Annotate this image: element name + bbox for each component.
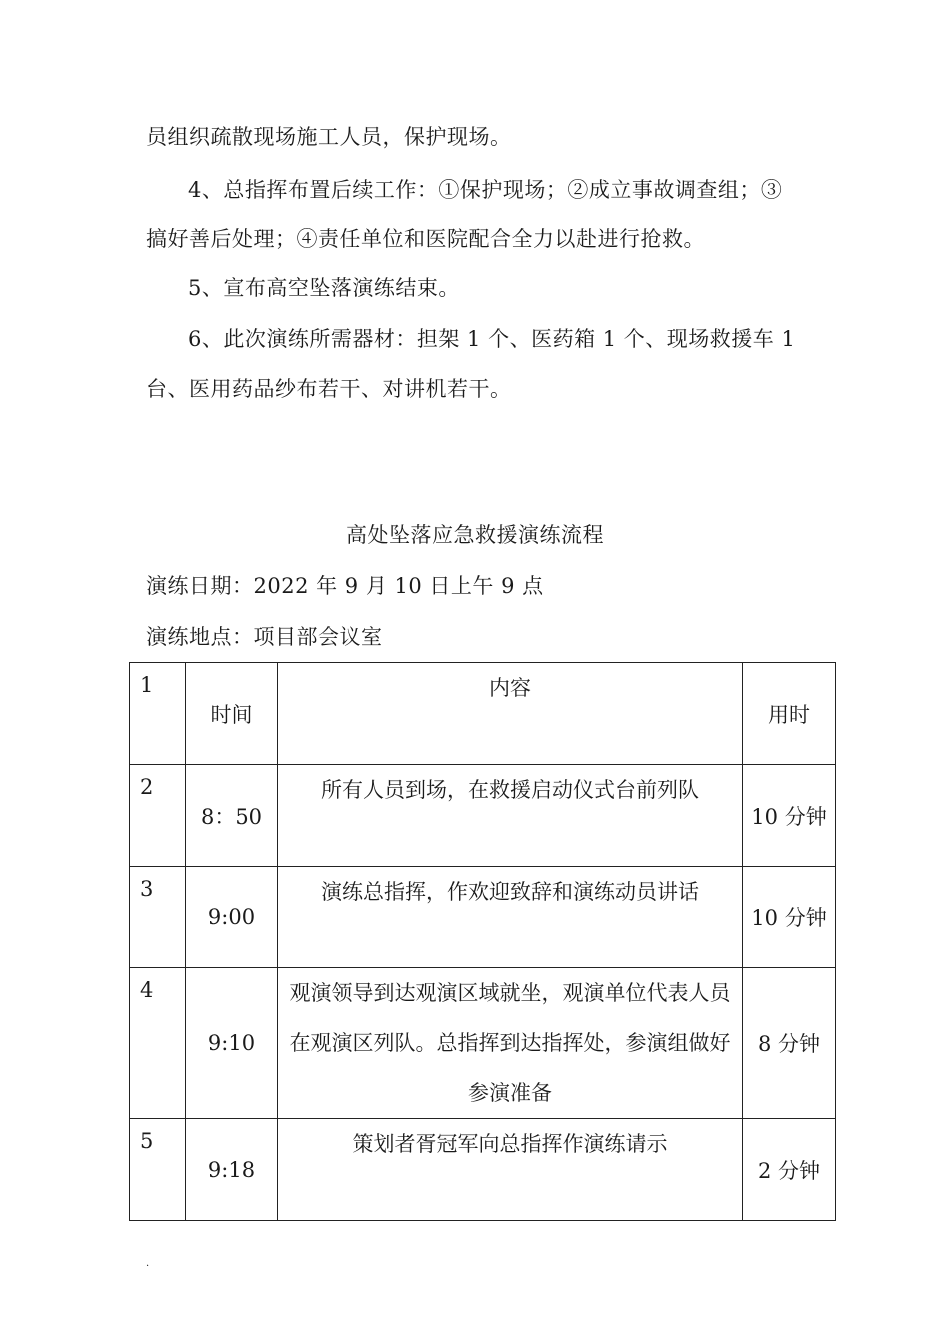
table-row bbox=[130, 765, 836, 867]
row-time: 9:10 bbox=[207, 1031, 256, 1055]
paragraph-line-6: 台、医用药品纱布若干、对讲机若干。 bbox=[146, 377, 512, 401]
row-time: 9:18 bbox=[207, 1157, 256, 1182]
row-duration: 2 分钟 bbox=[757, 1158, 821, 1183]
paragraph-line-4: 5、宣布高空坠落演练结束。 bbox=[188, 276, 460, 300]
table-row bbox=[130, 1119, 836, 1221]
footer-mark: . bbox=[146, 1258, 150, 1269]
paragraph-line-2: 4、总指挥布置后续工作：①保护现场；②成立事故调查组；③ bbox=[188, 178, 783, 202]
row-duration: 8 分钟 bbox=[757, 1032, 821, 1056]
paragraph-line-5: 6、此次演练所需器材：担架 1 个、医药箱 1 个、现场救援车 1 bbox=[188, 327, 796, 351]
header-duration: 用时 bbox=[768, 702, 810, 727]
paragraph-line-1: 员组织疏散现场施工人员，保护现场。 bbox=[146, 125, 512, 149]
row-content: 观演领导到达观演区域就坐，观演单位代表人员在观演区列队。总指挥到达指挥处，参演组做好参演准备 bbox=[289, 981, 731, 1105]
row-content: 演练总指挥，作欢迎致辞和演练动员讲话 bbox=[321, 880, 699, 904]
row-num: 3 bbox=[140, 877, 154, 901]
drill-schedule-table bbox=[129, 662, 836, 1221]
row-duration: 10 分钟 bbox=[751, 804, 827, 829]
row-num: 4 bbox=[140, 978, 154, 1002]
paragraph-line-3: 搞好善后处理；④责任单位和医院配合全力以赴进行抢救。 bbox=[146, 227, 705, 251]
row-time: 9:00 bbox=[207, 905, 256, 929]
drill-date: 演练日期：2022 年 9 月 10 日上午 9 点 bbox=[146, 574, 544, 598]
table-row bbox=[130, 968, 836, 1119]
table-row bbox=[130, 867, 836, 968]
row-num: 5 bbox=[140, 1129, 154, 1153]
table-header-row bbox=[130, 663, 836, 765]
header-content: 内容 bbox=[489, 676, 531, 700]
row-content: 所有人员到场，在救援启动仪式台前列队 bbox=[321, 778, 699, 802]
row-duration: 10 分钟 bbox=[751, 906, 827, 930]
header-time: 时间 bbox=[210, 702, 253, 727]
row-content: 策划者胥冠军向总指挥作演练请示 bbox=[352, 1132, 668, 1156]
header-num: 1 bbox=[140, 673, 154, 697]
document-title: 高处坠落应急救援演练流程 bbox=[346, 523, 604, 547]
row-time: 8：50 bbox=[200, 804, 263, 829]
row-num: 2 bbox=[140, 775, 154, 799]
drill-place: 演练地点：项目部会议室 bbox=[146, 625, 383, 649]
